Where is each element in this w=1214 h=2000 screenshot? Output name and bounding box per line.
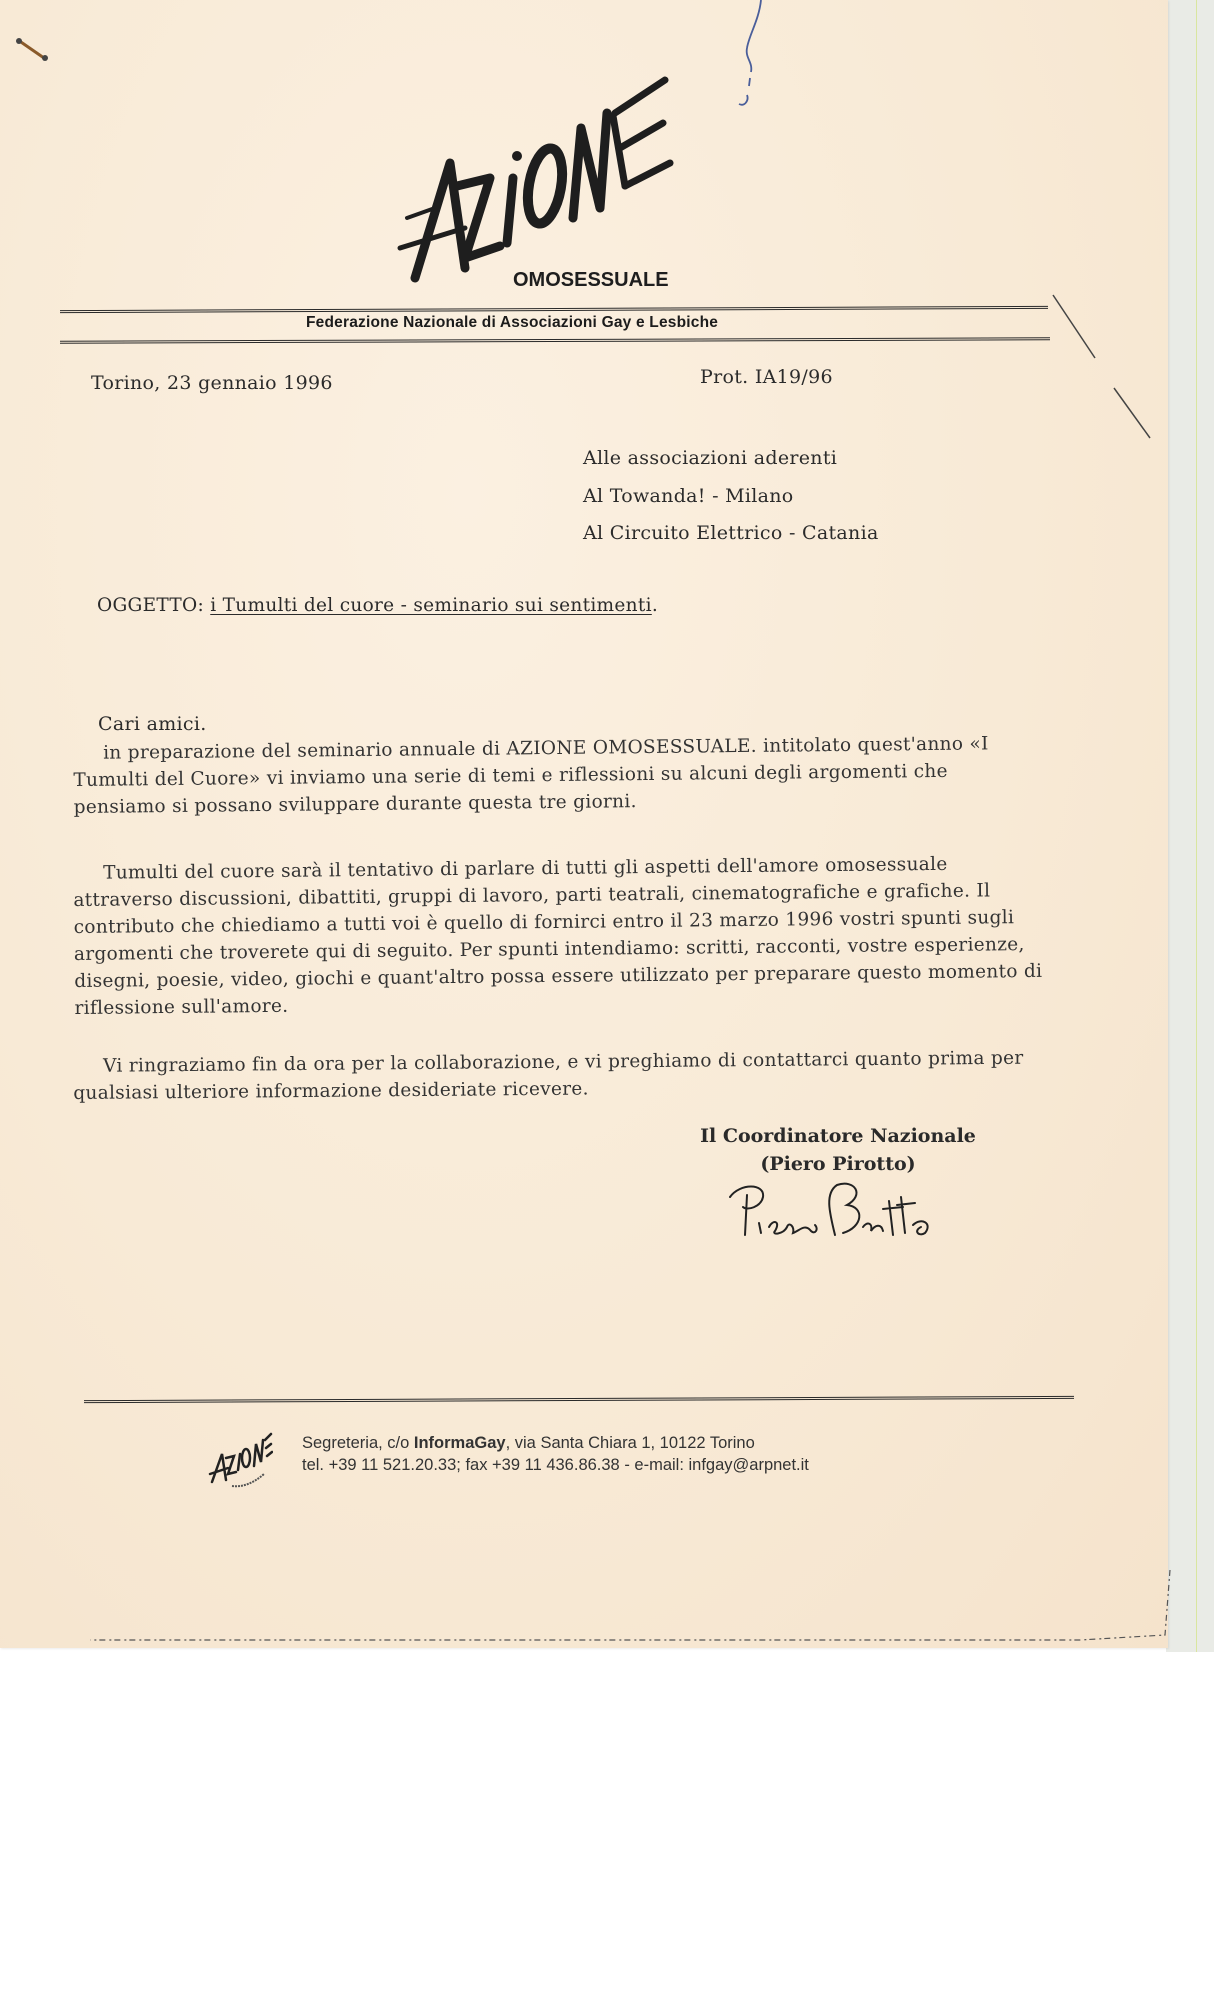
staple-mark-icon bbox=[14, 36, 54, 66]
recipient-line: Alle associazioni aderenti bbox=[583, 447, 838, 469]
body-paragraph-1: in preparazione del seminario annuale di AZIONE OMOSESSUALE. intitolato quest'anno «I Tumulti del Cuore» vi inviamo una serie di temi e riflessioni su alcuni degli argomenti che pensiamo si possano sviluppare durante questa tre giorni. bbox=[73, 733, 989, 818]
bottom-fold-mark bbox=[30, 1540, 1180, 1645]
recipient-line: Al Towanda! - Milano bbox=[583, 484, 794, 507]
greeting: Cari amici. bbox=[98, 713, 207, 735]
azione-omosessuale-logo bbox=[395, 68, 695, 298]
subject-period: . bbox=[651, 595, 658, 616]
footer-phone-line: tel. +39 11 521.20.33; fax +39 11 436.86.38 - e-mail: infgay@arpnet.it bbox=[302, 1456, 809, 1474]
closing-title: Il Coordinatore Nazionale bbox=[700, 1125, 976, 1147]
logo-subtitle: OMOSESSUALE bbox=[513, 269, 669, 291]
footer-org-name: InformaGay bbox=[413, 1434, 506, 1452]
recipients-block bbox=[583, 440, 879, 553]
footer-rule bbox=[84, 1396, 1074, 1403]
subject-label: OGGETTO: bbox=[97, 595, 205, 616]
subject-line bbox=[97, 595, 658, 616]
body-paragraph-2: Tumulti del cuore sarà il tentativo di parlare di tutti gli aspetti dell'amore omosessuale attraverso discussioni, dibattiti, gruppi di lavoro, parti teatrali, cinematografiche e grafiche. Il contributo che chiediamo a tutti voi è quello di fornirci entro il 23 marzo 1996 vostri spunti sugli argomenti che troverete qui di seguito. Per spunti intendiamo: scritti, racconti, vostre esperienze, disegni, poesie, video, giochi e quant'altro possa essere utilizzato per preparare questo momento di riflessione sull'amore. bbox=[73, 853, 1043, 1019]
pen-squiggle-mark bbox=[735, 0, 775, 115]
closing-block bbox=[668, 1122, 1008, 1178]
header-rule-bottom bbox=[60, 337, 1050, 343]
federation-tagline: Federazione Nazionale di Associazioni Gay e Lesbiche bbox=[306, 314, 719, 331]
recipient-line: Al Circuito Elettrico - Catania bbox=[583, 522, 879, 544]
closing-name: (Piero Pirotto) bbox=[760, 1153, 916, 1175]
footer-contact bbox=[302, 1432, 809, 1476]
place-and-date: Torino, 23 gennaio 1996 bbox=[91, 372, 333, 394]
scanner-edge-line bbox=[1196, 0, 1197, 1652]
footer-azione-logo bbox=[208, 1430, 273, 1490]
body-paragraph-3: Vi ringraziamo fin da ora per la collaborazione, e vi preghiamo di contattarci quanto prima per qualsiasi ulteriore informazione desideriate ricevere. bbox=[73, 1047, 1024, 1104]
header-rule-top bbox=[60, 306, 1048, 313]
scanner-bed-strip bbox=[1166, 0, 1214, 1652]
protocol-number: Prot. IA19/96 bbox=[700, 366, 833, 388]
footer-address-line: Segreteria, c/o InformaGay, via Santa Chiara 1, 10122 Torino bbox=[302, 1434, 755, 1452]
fold-mark bbox=[1050, 290, 1160, 440]
handwritten-signature bbox=[725, 1175, 955, 1245]
subject-text: i Tumulti del cuore - seminario sui sentimenti bbox=[210, 595, 652, 616]
